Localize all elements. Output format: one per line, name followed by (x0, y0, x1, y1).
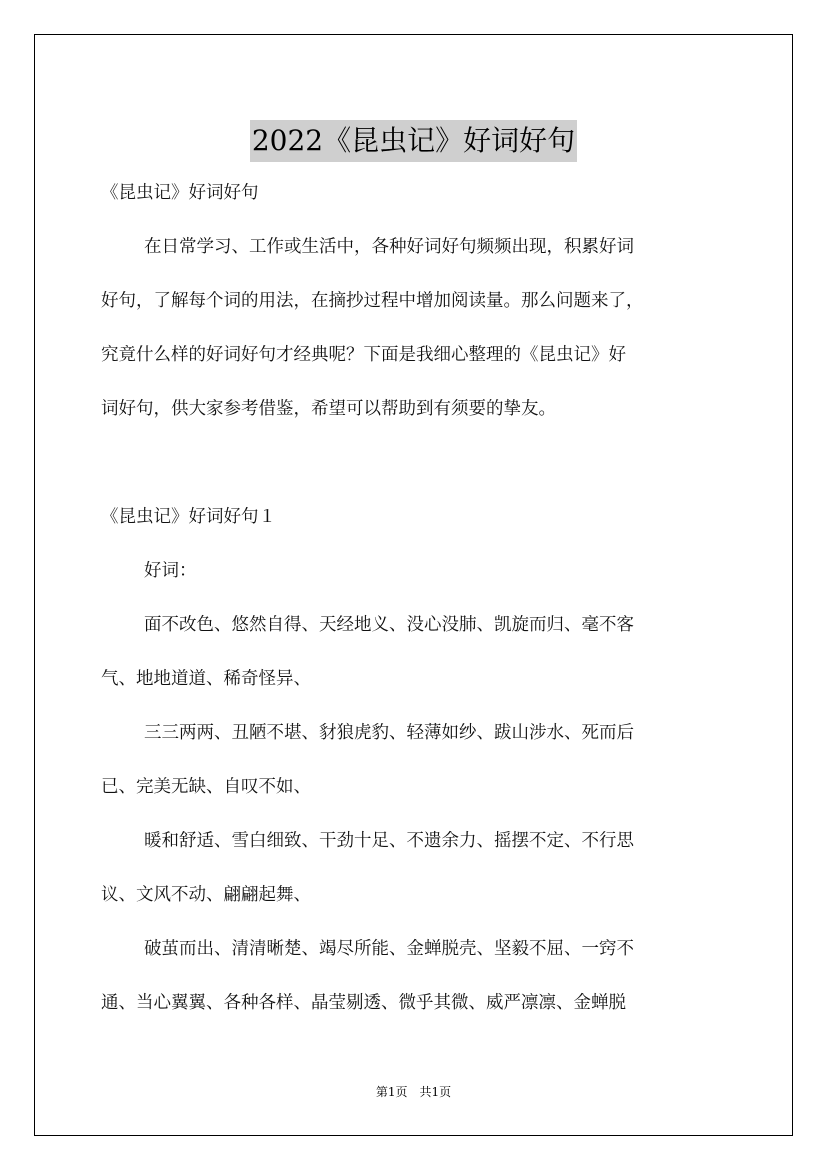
word-line: 面不改色、悠然自得、天经地义、没心没肺、凯旋而归、毫不客 (144, 615, 634, 635)
word-line: 暖和舒适、雪白细致、干劲十足、不遗余力、摇摆不定、不行思 (144, 831, 634, 851)
word-line: 议、文风不动、翩翩起舞、 (101, 885, 311, 905)
good-words-label: 好词： (144, 561, 197, 581)
word-line: 破茧而出、清清晰楚、竭尽所能、金蝉脱壳、坚毅不屈、一窍不 (144, 939, 634, 959)
title-wrap (0, 101, 827, 181)
section-heading: 《昆虫记》好词好句１ (101, 507, 276, 527)
document-title: 2022《昆虫记》好词好句 (250, 120, 577, 162)
word-line: 已、完美无缺、自叹不如、 (101, 777, 311, 797)
word-line: 通、当心翼翼、各种各样、晶莹剔透、微乎其微、威严凛凛、金蝉脱 (101, 993, 626, 1013)
word-line: 气、地地道道、稀奇怪异、 (101, 669, 311, 689)
subtitle: 《昆虫记》好词好句 (101, 183, 259, 203)
intro-line: 好句，了解每个词的用法，在摘抄过程中增加阅读量。那么问题来了， (101, 291, 644, 311)
intro-line: 究竟什么样的好词好句才经典呢？下面是我细心整理的《昆虫记》好 (101, 345, 626, 365)
intro-line: 在日常学习、工作或生活中，各种好词好句频频出现，积累好词 (144, 237, 634, 257)
word-line: 三三两两、丑陋不堪、豺狼虎豹、轻薄如纱、跋山涉水、死而后 (144, 723, 634, 743)
page-footer: 第1页 共1页 (375, 1085, 452, 1099)
intro-line: 词好句，供大家参考借鉴，希望可以帮助到有须要的挚友。 (101, 399, 556, 419)
